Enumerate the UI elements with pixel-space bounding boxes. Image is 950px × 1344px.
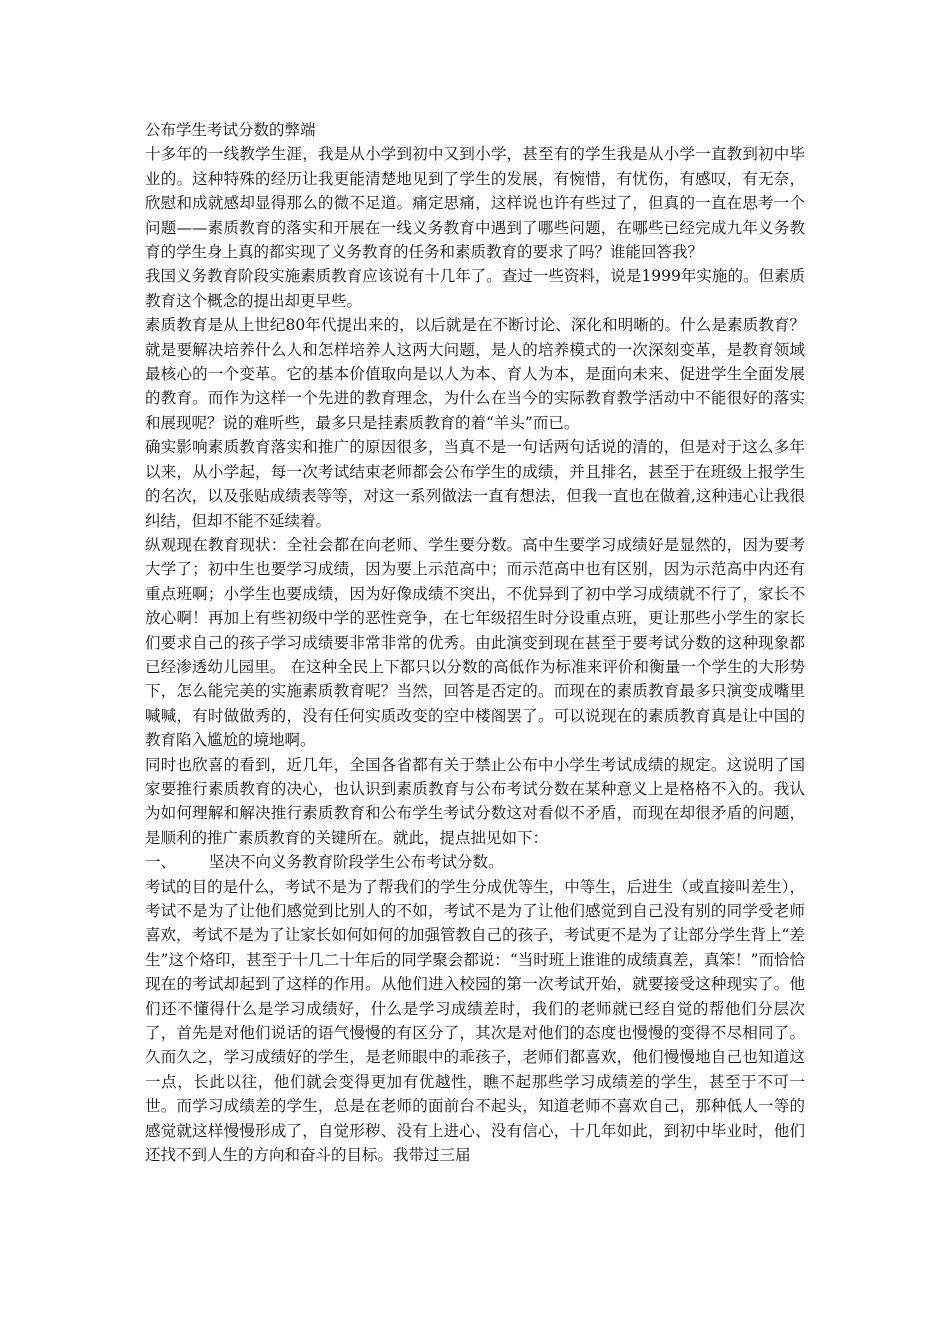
- paragraph-4: 确实影响素质教育落实和推广的原因很多，当真不是一句话两句话说的清的，但是对于这么多年以来，从小学起，每一次考试结束老师都会公布学生的成绩，并且排名，甚至于在班级上报学生的名次，以及张贴成绩表等等，对这一系列做法一直有想法，但我一直也在做着,这种违心让我很纠结，但却不能不延续着。: [145, 438, 805, 530]
- paragraph-6: 同时也欣喜的看到，近几年，全国各省都有关于禁止公布中小学生考试成绩的规定。这说明了国家要推行素质教育的决心，也认识到素质教育与公布考试分数在某种意义上是格格不入的。我认为如何理解和解决推行素质教育和公布学生考试分数这对看似不矛盾，而现在却很矛盾的问题，是顺利的推广素质教育的关键所在。就此，提点拙见如下：: [145, 755, 805, 847]
- document-title: 公布学生考试分数的弊端: [145, 121, 316, 139]
- paragraph-5: 纵观现在教育现状：全社会都在向老师、学生要分数。高中生要学习成绩好是显然的，因为要考大学了；初中生也要学习成绩，因为要上示范高中；而示范高中也有区别，因为示范高中内还有重点班啊；小学生也要成绩，因为好像成绩不突出，不优异到了初中学习成绩就不行了，家长不放心啊！再加上有些初级中学的恶性竞争，在七年级招生时分设重点班，更让那些小学生的家长们要求自己的孩子学习成绩要非常非常的优秀。由此演变到现在甚至于要考试分数的这种现象都已经渗透幼儿园里。 在这种全民上下都只以分数的高低作为标准来评价和衡量一个学生的大形势下，怎么能完美的实施素质教育呢？当然，回答是否定的。而现在的素质教育最多只演变成嘴里喊喊，有时做做秀的，没有任何实质改变的空中楼阁罢了。可以说现在的素质教育真是让中国的教育陷入尴尬的境地啊。: [145, 535, 805, 750]
- paragraph-1: 十多年的一线教学生涯，我是从小学到初中又到小学，甚至有的学生我是从小学一直教到初中毕业的。这种特殊的经历让我更能清楚地见到了学生的发展，有惋惜，有忧伤，有感叹，有无奈，欣慰和成就感却显得那么的微不足道。痛定思痛，这样说也许有些过了，但真的一直在思考一个问题——素质教育的落实和开展在一线义务教育中遇到了哪些问题，在哪些已经完成九年义务教育的学生身上真的都实现了义务教育的任务和素质教育的要求了吗？谁能回答我？: [145, 145, 805, 262]
- paragraph-2: 我国义务教育阶段实施素质教育应该说有十几年了。查过一些资料，说是1999年实施的。但素质教育这个概念的提出却更早些。: [145, 267, 805, 310]
- document-page: [145, 118, 805, 1167]
- list-item-number: 一、: [145, 853, 177, 872]
- paragraph-7: 考试的目的是什么，考试不是为了帮我们的学生分成优等生，中等生，后进生（或直接叫差生），考试不是为了让他们感觉到比别人的不如，考试不是为了让他们感觉到自己没有别的同学受老师喜欢，考试不是为了让家长如何如何的加强管教自己的孩子，考试更不是为了让部分学生背上“差生”这个烙印，甚至于十几二十年后的同学聚会都说：“当时班上谁谁的成绩真差，真笨！”而恰恰现在的考试却起到了这样的作用。从他们进入校园的第一次考试开始，就要接受这种现实了。他们还不懂得什么是学习成绩好，什么是学习成绩差时，我们的老师就已经自觉的帮他们分层次了，首先是对他们说话的语气慢慢的有区分了，其次是对他们的态度也慢慢的变得不尽相同了。久而久之，学习成绩好的学生，是老师眼中的乖孩子，老师们都喜欢，他们慢慢地自己也知道这一点，长此以往，他们就会变得更加有优越性，瞧不起那些学习成绩差的学生，甚至于不可一世。而学习成绩差的学生，总是在老师的面前台不起头，知道老师不喜欢自己，那种低人一等的感觉就这样慢慢形成了，自觉形秽、没有上进心、没有信心，十几年如此，到初中毕业时，他们还找不到人生的方向和奋斗的目标。我带过三届: [145, 877, 805, 1165]
- list-item-text: 坚决不向义务教育阶段学生公布考试分数。: [209, 853, 504, 872]
- paragraph-3: 素质教育是从上世纪80年代提出来的，以后就是在不断讨论、深化和明晰的。什么是素质教育？就是要解决培养什么人和怎样培养人这两大问题，是人的培养模式的一次深刻变革，是教育领域最核心的一个变革。它的基本价值取向是以人为本、育人为本，是面向未来、促进学生全面发展的教育。而作为这样一个先进的教育理念，为什么在当今的实际教育教学活动中不能很好的落实和展现呢？说的难听些，最多只是挂素质教育的着“羊头”而已。: [145, 316, 805, 432]
- list-item-1: [145, 850, 805, 874]
